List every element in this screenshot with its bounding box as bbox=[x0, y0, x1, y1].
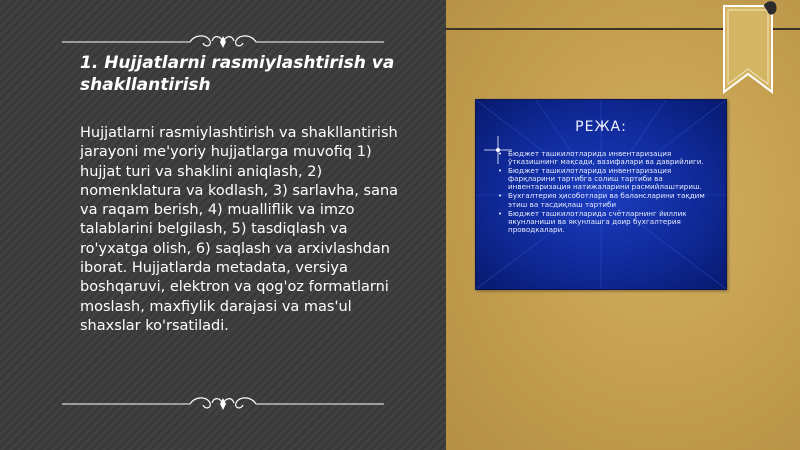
bookmark-ribbon-icon bbox=[718, 0, 778, 100]
slide-screenshot-image bbox=[475, 99, 727, 290]
list-item: • Бухгалтерия ҳисоботлари ва балансларини тақдим этиш ва тасдиқлаш тартиби bbox=[498, 191, 705, 209]
slide-list bbox=[498, 149, 720, 235]
slide-title: РЕЖА: bbox=[575, 119, 627, 135]
ornament-divider-top bbox=[0, 30, 446, 54]
list-item: • Бюджет ташкилотларида инвентаризация фарқларини тартибга солиш тартиби ва инвентаризация натижаларини расмийлаштириш. bbox=[498, 166, 702, 192]
list-item: • Бюджет ташкилотларида счётларнинг йиллик якунланиши ва якунлашга доир бухгалтерия проводкалари. bbox=[498, 208, 687, 234]
list-item: • Бюджет ташкилотларида инвентаризация ўтказишнинг мақсади, вазифалари ва даврийлиги. bbox=[498, 149, 704, 167]
section-title: 1. Hujjatlarni rasmiylashtirish va shakllantirish bbox=[80, 53, 395, 95]
body-paragraph: Hujjatlarni rasmiylashtirish va shakllantirish jarayoni me'yoriy hujjatlarga muvofiq 1) hujjat turi va shaklini aniqlash, 2) nomenklatura va kodlash, 3) sarlavha, sana va raqam berish, 4) mualliflik va imzo talablarini belgilash, 5) tasdiqlash va ro'yxatga olish, 6) saqlash va arxivlashdan iborat. Hujjatlarda metadata, versiya boshqaruvi, elektron va qog'oz formatlarni moslash, maxfiylik darajasi va mas'ul shaxslar ko'rsatiladi. bbox=[80, 125, 399, 334]
ornament-divider-bottom bbox=[0, 392, 446, 416]
